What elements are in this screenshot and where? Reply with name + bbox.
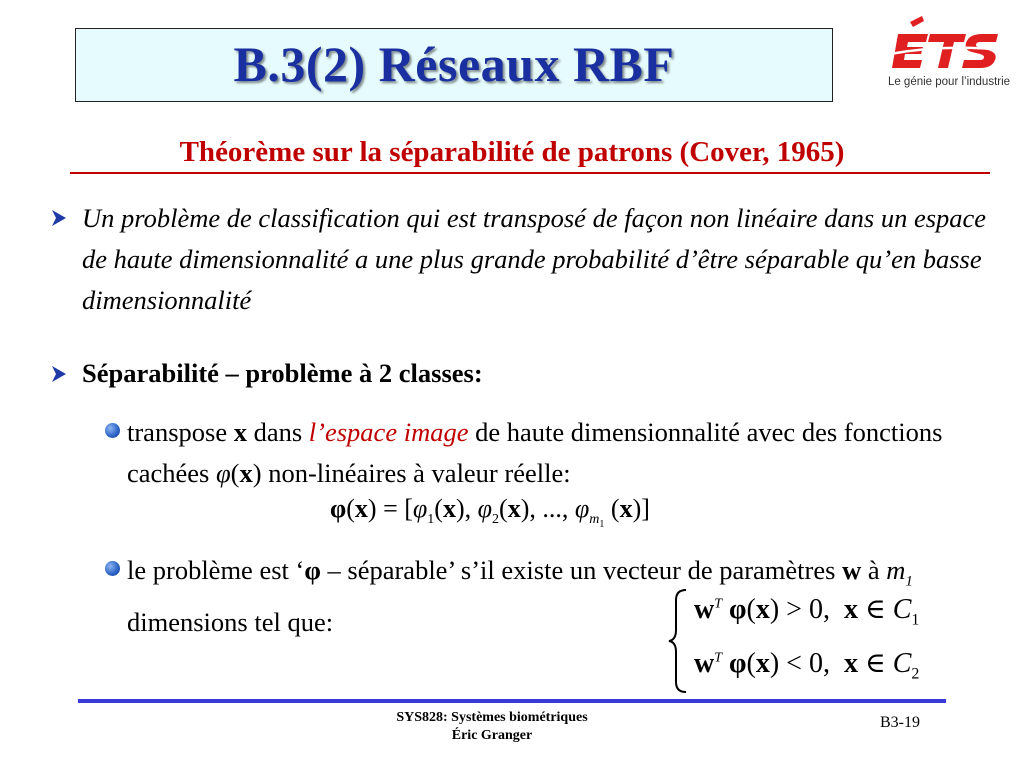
phi-vector: φ <box>729 594 747 625</box>
subscript: 1 <box>905 573 913 590</box>
phi-m1: φ <box>574 494 590 523</box>
condition-row-1: $w^T$ φ(x) > 0, x ∈ $C_1$ <box>694 594 920 629</box>
phi-vector: φ <box>330 494 347 523</box>
subscript: 1 <box>911 611 920 629</box>
title-box <box>75 28 833 102</box>
page-number: B3-19 <box>880 714 920 731</box>
class-symbol: C <box>892 594 912 625</box>
transpose: T <box>714 596 723 612</box>
x-vector: x <box>354 494 368 523</box>
x-vector: x <box>755 648 770 679</box>
logo-tagline: Le génie pour l’industrie <box>887 76 1011 88</box>
phi-vector: φ <box>304 555 321 585</box>
bullet-text-1: Un problème de classification qui est transposé de façon non linéaire dans un espace de haute dimensionnalité a une plus grande probabilité d’être séparable qu’en basse dimensionnalité <box>82 203 987 315</box>
ets-logo <box>884 14 1014 94</box>
phi-1: φ <box>412 494 428 523</box>
ets-logo-icon <box>884 14 1014 76</box>
w-vector: w <box>694 594 715 625</box>
x-vector: x <box>619 494 633 523</box>
footer-info <box>362 709 622 745</box>
phi-mapping-formula: $\varphi(x) = [\varphi_1(x)$, $\varphi_2(x)$, ..., $\varphi_{m_1}$ (x)] <box>330 494 650 530</box>
relation: > 0, <box>779 594 830 625</box>
subscript: 1 <box>427 512 435 528</box>
subscript <box>589 512 605 530</box>
phi-2: φ <box>477 494 493 523</box>
text: non-linéaires à valeur réelle: <box>261 458 571 488</box>
heading-underline <box>70 172 990 174</box>
subscript-1: 1 <box>599 518 605 530</box>
bullet-text-2: Séparabilité – problème à 2 classes: <box>82 358 483 388</box>
x-vector: x <box>442 494 456 523</box>
text: dans <box>246 417 309 447</box>
x-vector: x <box>233 417 247 447</box>
element-of: ∈ <box>857 648 893 679</box>
course-name: SYS828: Systèmes biométriques <box>396 710 588 725</box>
text: le problème est ‘ <box>127 555 305 585</box>
x-vector: x <box>843 594 858 625</box>
transpose: T <box>714 650 723 666</box>
curly-brace-icon <box>666 586 690 696</box>
w-vector: w <box>694 648 715 679</box>
image-space-term: l’espace image <box>308 417 469 447</box>
equals: = [ <box>376 494 413 523</box>
subscript: 2 <box>492 512 500 528</box>
text: dimensions tel que: <box>127 607 334 638</box>
m: m <box>589 512 600 528</box>
x-vector: x <box>755 594 770 625</box>
text: à <box>861 555 887 585</box>
condition-row-2: $w^T$ φ(x) < 0, x ∈ $C_2$ <box>694 648 920 683</box>
class-symbol: C <box>892 648 912 679</box>
x-vector: x <box>507 494 521 523</box>
text: ( <box>230 458 240 488</box>
text: de haute dimensionnalité avec des fonctions cachées <box>127 417 943 488</box>
element-of: ∈ <box>857 594 893 625</box>
x-vector: x <box>843 648 858 679</box>
w-vector: w <box>842 555 862 585</box>
subscript: 2 <box>911 665 920 683</box>
phi-vector: φ <box>729 648 747 679</box>
separability-conditions <box>666 586 966 696</box>
relation: < 0, <box>779 648 830 679</box>
theorem-heading: Théorème sur la séparabilité de patrons (Cover, 1965) <box>179 136 845 168</box>
author-name: Éric Granger <box>451 728 533 743</box>
text: ) <box>252 458 262 488</box>
ellipsis: ..., <box>542 494 569 523</box>
arrow-bullet-icon <box>52 210 66 226</box>
slide-title: B.3(2) Réseaux RBF <box>233 36 675 92</box>
footer-rule <box>78 699 946 703</box>
sphere-bullet-icon <box>105 423 120 438</box>
text: transpose <box>127 417 234 447</box>
phi-symbol: φ <box>216 458 231 488</box>
sub-bullet-1 <box>127 412 1007 494</box>
m-symbol: m <box>886 555 906 585</box>
text: – séparable’ s’il existe un vecteur de paramètres <box>320 555 843 585</box>
sphere-bullet-icon <box>105 561 120 576</box>
arrow-bullet-icon <box>52 366 66 382</box>
x-vector: x <box>239 458 253 488</box>
bracket-close: ] <box>641 494 650 523</box>
